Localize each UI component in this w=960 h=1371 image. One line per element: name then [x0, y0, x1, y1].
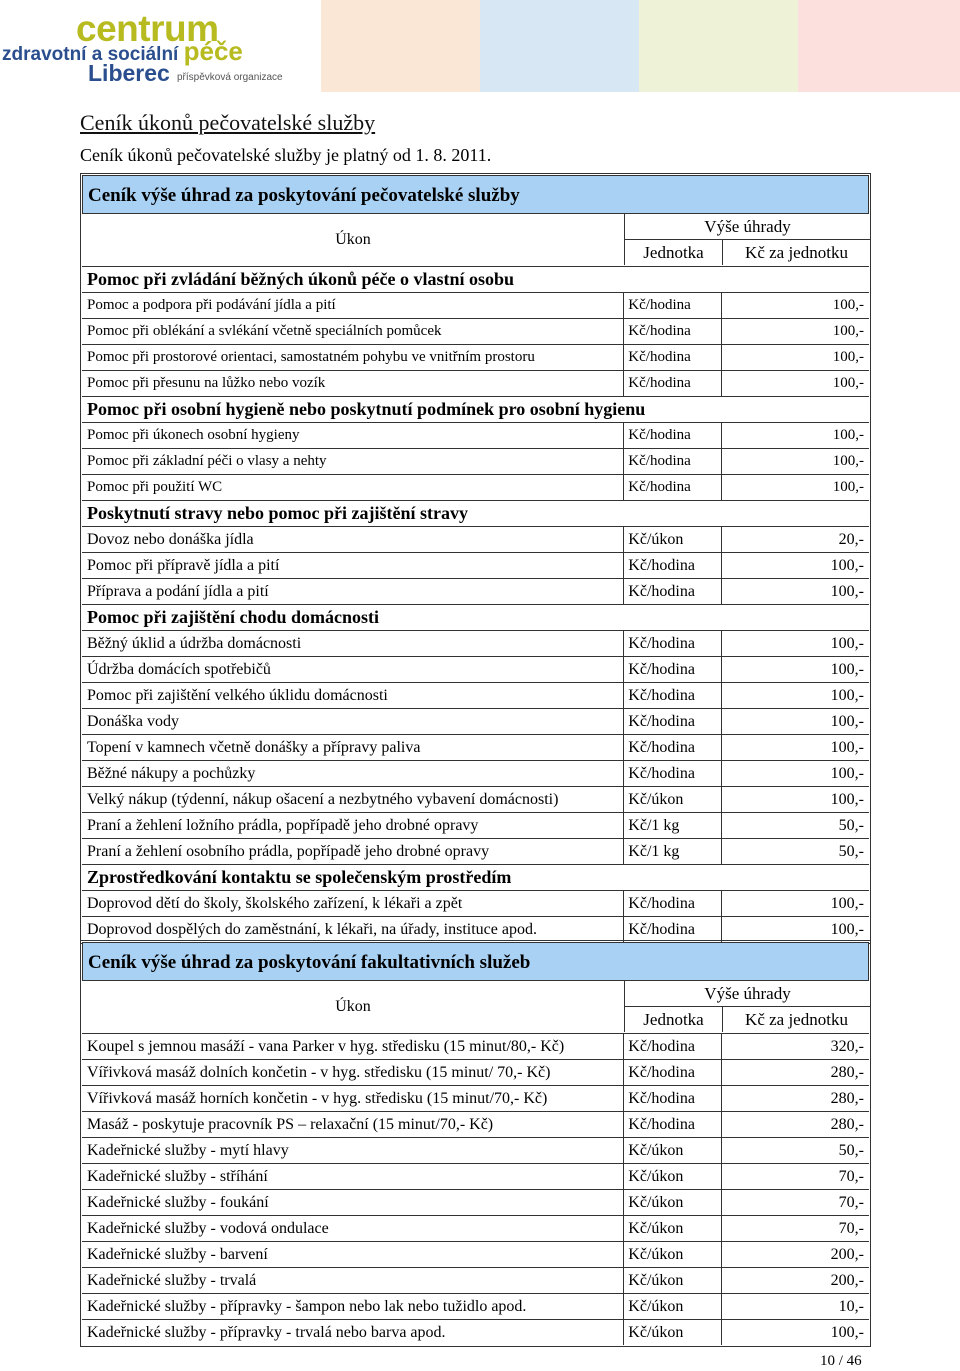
- section-heading: Pomoc při zajištění chodu domácnosti: [82, 605, 869, 631]
- cell-ukon: Kadeřnické služby - přípravky - trvalá nebo barva apod.: [82, 1320, 624, 1345]
- cell-jednotka: Kč/úkon: [624, 1242, 722, 1267]
- document-subtitle: Ceník úkonů pečovatelské služby je platný od 1. 8. 2011.: [80, 145, 492, 165]
- cell-ukon: Kadeřnické služby - stříhání: [82, 1164, 624, 1189]
- cell-ukon: Pomoc při použití WC: [82, 475, 624, 500]
- cell-jednotka: Kč/úkon: [624, 527, 722, 552]
- cell-ukon: Masáž - poskytuje pracovník PS – relaxační (15 minut/70,- Kč): [82, 1112, 624, 1137]
- table-row: [82, 1086, 869, 1112]
- cell-kc: 100,-: [832, 349, 864, 365]
- cell-ukon: Koupel s jemnou masáží - vana Parker v hyg. středisku (15 minut/80,- Kč): [82, 1034, 624, 1059]
- section-heading: Pomoc při zvládání běžných úkonů péče o vlastní osobu: [82, 267, 869, 293]
- table-row: [82, 1138, 869, 1164]
- cell-kc: 50,-: [838, 817, 864, 834]
- cell-kc: 100,-: [830, 687, 864, 704]
- table-row: [82, 891, 869, 917]
- cell-ukon: Pomoc při základní péči o vlasy a nehty: [82, 449, 624, 474]
- cell-jednotka: Kč/1 kg: [624, 839, 722, 864]
- cell-kc: 100,-: [832, 375, 864, 391]
- price-table-care-services: [80, 173, 871, 944]
- column-jednotka: Jednotka: [625, 1007, 723, 1032]
- section-heading: Pomoc při osobní hygieně nebo poskytnutí podmínek pro osobní hygienu: [82, 397, 869, 423]
- cell-jednotka: Kč/hodina: [624, 683, 722, 708]
- table-row: [82, 449, 869, 475]
- cell-ukon: Pomoc a podpora při podávání jídla a pití: [82, 293, 624, 318]
- table-row: [82, 553, 869, 579]
- table-row: [82, 527, 869, 553]
- logo-line-liberec: Liberec: [88, 60, 170, 86]
- cell-kc: 20,-: [838, 531, 864, 548]
- cell-kc: 100,-: [830, 661, 864, 678]
- cell-jednotka: Kč/hodina: [624, 553, 722, 578]
- cell-kc: 70,-: [838, 1194, 864, 1211]
- table-row: [82, 1320, 869, 1345]
- column-ukon: Úkon: [82, 214, 625, 265]
- table-row: [82, 813, 869, 839]
- cell-jednotka: Kč/hodina: [624, 293, 722, 318]
- table-body: [82, 267, 869, 942]
- cell-jednotka: Kč/úkon: [624, 1164, 722, 1189]
- cell-ukon: Údržba domácích spotřebičů: [82, 657, 624, 682]
- organization-logo: [0, 4, 300, 88]
- cell-jednotka: Kč/úkon: [624, 1320, 722, 1345]
- table-row: [82, 1034, 869, 1060]
- cell-ukon: Praní a žehlení ložního prádla, popřípadě jeho drobné opravy: [82, 813, 624, 838]
- page-number: 10 / 46: [820, 1353, 862, 1369]
- logo-text-pece: péče: [183, 36, 243, 66]
- table-row: [82, 371, 869, 397]
- cell-ukon: Kadeřnické služby - barvení: [82, 1242, 624, 1267]
- table-row: [82, 709, 869, 735]
- cell-kc: 100,-: [830, 713, 864, 730]
- cell-ukon: Doprovod dětí do školy, školského zařízení, k lékaři a zpět: [82, 891, 624, 916]
- cell-kc: 100,-: [832, 427, 864, 443]
- cell-jednotka: Kč/úkon: [624, 1268, 722, 1293]
- table-row: [82, 1112, 869, 1138]
- cell-kc: 100,-: [832, 479, 864, 495]
- cell-ukon: Kadeřnické služby - přípravky - šampon nebo lak nebo tužidlo apod.: [82, 1294, 624, 1319]
- cell-jednotka: Kč/hodina: [624, 1086, 722, 1111]
- cell-jednotka: Kč/hodina: [624, 579, 722, 604]
- cell-ukon: Dovoz nebo donáška jídla: [82, 527, 624, 552]
- cell-kc: 70,-: [838, 1168, 864, 1185]
- cell-jednotka: Kč/hodina: [624, 345, 722, 370]
- page-header: [0, 0, 960, 92]
- cell-ukon: Pomoc při zajištění velkého úklidu domácnosti: [82, 683, 624, 708]
- column-kc-za-jednotku: Kč za jednotku: [745, 1010, 848, 1029]
- cell-kc: 200,-: [830, 1246, 864, 1263]
- table-row: [82, 1216, 869, 1242]
- table-row: [82, 579, 869, 605]
- header-color-band: [798, 0, 960, 92]
- column-kc-za-jednotku: Kč za jednotku: [745, 243, 848, 262]
- cell-kc: 100,-: [832, 453, 864, 469]
- cell-jednotka: Kč/hodina: [624, 1060, 722, 1085]
- cell-jednotka: Kč/hodina: [624, 709, 722, 734]
- table-row: [82, 475, 869, 501]
- price-table-optional-services: [80, 940, 871, 1347]
- table-row: [82, 293, 869, 319]
- cell-kc: 320,-: [830, 1038, 864, 1055]
- table-row: [82, 839, 869, 865]
- cell-kc: 70,-: [838, 1220, 864, 1237]
- cell-kc: 100,-: [830, 921, 864, 938]
- cell-jednotka: Kč/hodina: [624, 449, 722, 474]
- cell-kc: 100,-: [830, 1324, 864, 1341]
- table-row: [82, 423, 869, 449]
- cell-kc: 100,-: [832, 323, 864, 339]
- logo-line-organizace: příspěvková organizace: [177, 72, 283, 83]
- header-color-band: [480, 0, 639, 92]
- document-title: Ceník úkonů pečovatelské služby: [80, 110, 376, 135]
- table-row: [82, 761, 869, 787]
- table-column-header: [82, 214, 869, 267]
- cell-kc: 100,-: [830, 557, 864, 574]
- cell-jednotka: Kč/hodina: [624, 319, 722, 344]
- cell-jednotka: Kč/hodina: [624, 371, 722, 396]
- cell-jednotka: Kč/hodina: [624, 657, 722, 682]
- table-row: [82, 735, 869, 761]
- cell-ukon: Příprava a podání jídla a pití: [82, 579, 624, 604]
- cell-kc: 50,-: [838, 843, 864, 860]
- table-row: [82, 1164, 869, 1190]
- cell-jednotka: Kč/hodina: [624, 917, 722, 942]
- cell-ukon: Pomoc při oblékání a svlékání včetně speciálních pomůcek: [82, 319, 624, 344]
- header-color-band: [639, 0, 798, 92]
- cell-jednotka: Kč/1 kg: [624, 813, 722, 838]
- cell-ukon: Vířivková masáž horních končetin - v hyg. středisku (15 minut/70,- Kč): [82, 1086, 624, 1111]
- cell-kc: 280,-: [830, 1116, 864, 1133]
- cell-ukon: Kadeřnické služby - trvalá: [82, 1268, 624, 1293]
- table-body: [82, 1034, 869, 1345]
- cell-ukon: Kadeřnické služby - mytí hlavy: [82, 1138, 624, 1163]
- cell-ukon: Pomoc při prostorové orientaci, samostatném pohybu ve vnitřním prostoru: [82, 345, 624, 370]
- section-heading: Poskytnutí stravy nebo pomoc při zajištění stravy: [82, 501, 869, 527]
- cell-kc: 100,-: [830, 895, 864, 912]
- cell-ukon: Kadeřnické služby - vodová ondulace: [82, 1216, 624, 1241]
- column-ukon: Úkon: [82, 981, 625, 1032]
- cell-kc: 200,-: [830, 1272, 864, 1289]
- table-row: [82, 1242, 869, 1268]
- column-vyse-uhrady: Výše úhrady: [625, 214, 870, 240]
- header-color-band: [321, 0, 480, 92]
- cell-jednotka: Kč/hodina: [624, 735, 722, 760]
- cell-kc: 100,-: [830, 739, 864, 756]
- cell-jednotka: Kč/hodina: [624, 631, 722, 656]
- table-heading: Ceník výše úhrad za poskytování pečovatelské služby: [82, 175, 869, 214]
- cell-jednotka: Kč/hodina: [624, 475, 722, 500]
- cell-ukon: Pomoc při úkonech osobní hygieny: [82, 423, 624, 448]
- cell-ukon: Velký nákup (týdenní, nákup ošacení a nezbytného vybavení domácnosti): [82, 787, 624, 812]
- cell-kc: 10,-: [838, 1298, 864, 1315]
- cell-ukon: Pomoc při přípravě jídla a pití: [82, 553, 624, 578]
- cell-ukon: Běžné nákupy a pochůzky: [82, 761, 624, 786]
- cell-jednotka: Kč/hodina: [624, 891, 722, 916]
- table-row: [82, 345, 869, 371]
- cell-jednotka: Kč/hodina: [624, 1034, 722, 1059]
- column-vyse-uhrady: Výše úhrady: [625, 981, 870, 1007]
- table-row: [82, 1294, 869, 1320]
- cell-jednotka: Kč/hodina: [624, 1112, 722, 1137]
- table-row: [82, 683, 869, 709]
- cell-ukon: Kadeřnické služby - foukání: [82, 1190, 624, 1215]
- cell-kc: 100,-: [830, 791, 864, 808]
- cell-ukon: Donáška vody: [82, 709, 624, 734]
- table-row: [82, 1268, 869, 1294]
- cell-jednotka: Kč/úkon: [624, 787, 722, 812]
- cell-jednotka: Kč/úkon: [624, 1190, 722, 1215]
- cell-jednotka: Kč/hodina: [624, 423, 722, 448]
- cell-kc: 50,-: [838, 1142, 864, 1159]
- cell-ukon: Praní a žehlení osobního prádla, popřípadě jeho drobné opravy: [82, 839, 624, 864]
- cell-kc: 100,-: [832, 297, 864, 313]
- section-heading: Zprostředkování kontaktu se společenským prostředím: [82, 865, 869, 891]
- table-row: [82, 319, 869, 345]
- column-jednotka: Jednotka: [625, 240, 723, 265]
- table-row: [82, 657, 869, 683]
- cell-ukon: Doprovod dospělých do zaměstnání, k lékaři, na úřady, instituce apod.: [82, 917, 624, 942]
- table-row: [82, 917, 869, 942]
- table-row: [82, 631, 869, 657]
- table-row: [82, 787, 869, 813]
- cell-jednotka: Kč/úkon: [624, 1216, 722, 1241]
- table-row: [82, 1060, 869, 1086]
- cell-kc: 100,-: [830, 583, 864, 600]
- cell-ukon: Topení v kamnech včetně donášky a přípravy paliva: [82, 735, 624, 760]
- cell-jednotka: Kč/úkon: [624, 1294, 722, 1319]
- cell-kc: 280,-: [830, 1064, 864, 1081]
- table-heading: Ceník výše úhrad za poskytování fakultativních služeb: [82, 942, 869, 981]
- cell-jednotka: Kč/hodina: [624, 761, 722, 786]
- logo-line-centrum: centrum: [76, 8, 219, 49]
- logo-text-zdravotni: zdravotní a sociální: [2, 44, 184, 65]
- cell-ukon: Vířivková masáž dolních končetin - v hyg. středisku (15 minut/ 70,- Kč): [82, 1060, 624, 1085]
- cell-ukon: Běžný úklid a údržba domácnosti: [82, 631, 624, 656]
- cell-kc: 100,-: [830, 765, 864, 782]
- cell-kc: 100,-: [830, 635, 864, 652]
- cell-ukon: Pomoc při přesunu na lůžko nebo vozík: [82, 371, 624, 396]
- cell-jednotka: Kč/úkon: [624, 1138, 722, 1163]
- table-column-header: [82, 981, 869, 1034]
- cell-kc: 280,-: [830, 1090, 864, 1107]
- table-row: [82, 1190, 869, 1216]
